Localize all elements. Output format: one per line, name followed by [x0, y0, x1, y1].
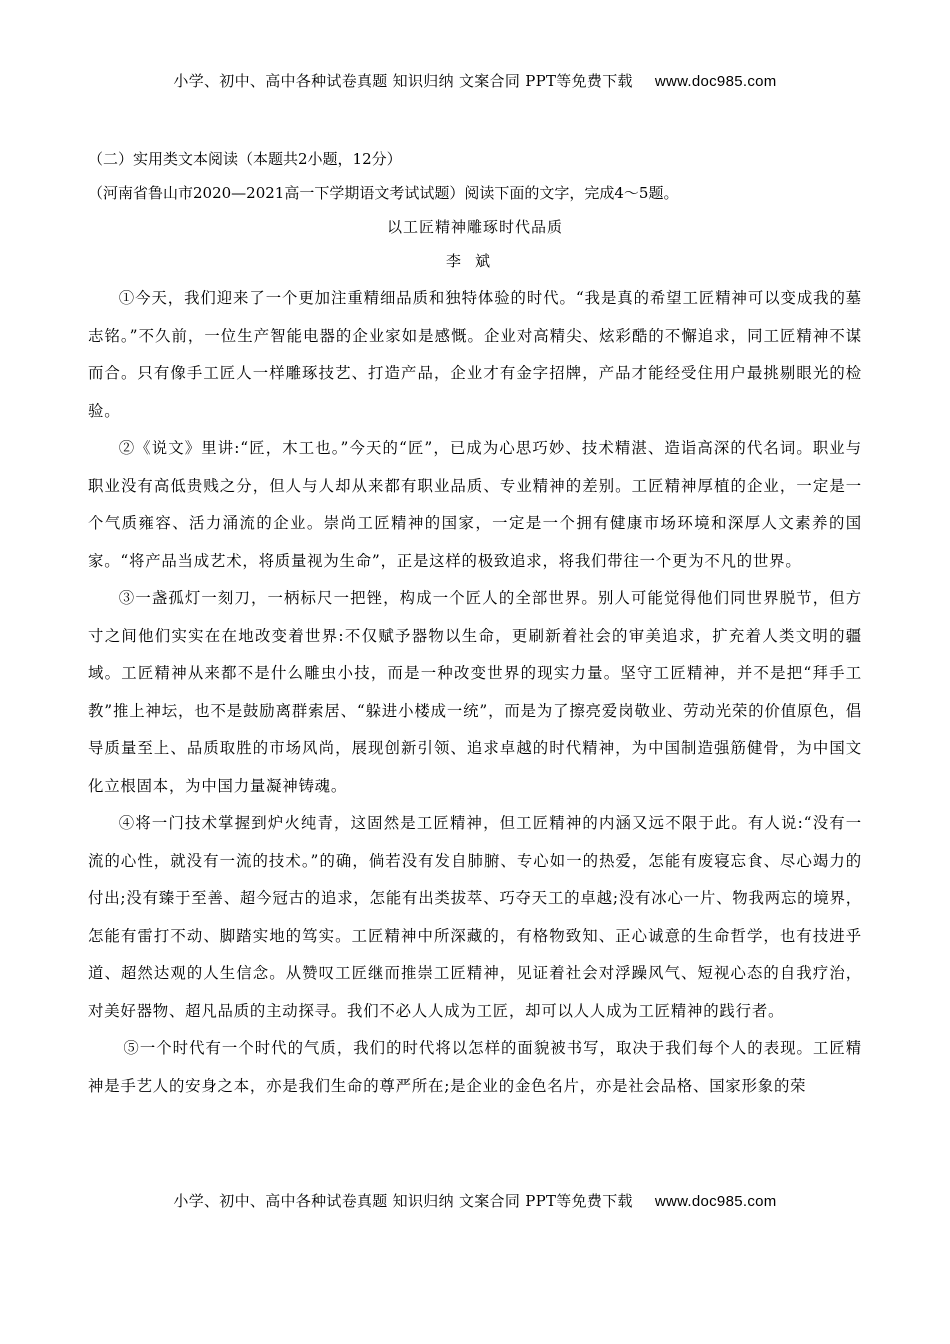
section-source: （河南省鲁山市2020—2021高一下学期语文考试试题）阅读下面的文字，完成4～5题。 [88, 184, 679, 202]
footer-banner-site[interactable]: www.doc985.com [654, 1193, 777, 1210]
article-title: 以工匠精神雕琢时代品质 [386, 218, 563, 236]
paragraph-1: ①今天，我们迎来了一个更加注重精细品质和独特体验的时代。“我是真的希望工匠精神可以变成我的墓志铭。”不久前，一位生产智能电器的企业家如是感慨。企业对高精尖、炫彩酷的不懈追求，同工匠精神不谋而合。只有像手工匠人一样雕琢技艺、打造产品，企业才有金字招牌，产品才能经受住用户最挑剔眼光的检验。 [88, 289, 862, 420]
header-banner-text: 小学、初中、高中各种试卷真题 知识归纳 文案合同 PPT等免费下载 [173, 72, 633, 90]
header-banner-site[interactable]: www.doc985.com [654, 73, 777, 90]
paragraph-3: ③一盏孤灯一刻刀，一柄标尺一把锉，构成一个匠人的全部世界。别人可能觉得他们同世界脱节，但方寸之间他们实实在在地改变着世界:不仅赋予器物以生命，更刷新着社会的审美追求，扩充着人类文明的疆域。工匠精神从来都不是什么雕虫小技，而是一种改变世界的现实力量。坚守工匠精神，并不是把“拜手工教”推上神坛，也不是鼓励离群索居、“躲进小楼成一统”，而是为了擦亮爱岗敬业、劳动光荣的价值原色，倡导质量至上、品质取胜的市场风尚，展现创新引领、追求卓越的时代精神，为中国制造强筋健骨，为中国文化立根固本，为中国力量凝神铸魂。 [88, 589, 862, 795]
section-title: （二）实用类文本阅读（本题共2小题，12分） [88, 150, 402, 168]
header-banner [0, 70, 950, 91]
footer-banner-text: 小学、初中、高中各种试卷真题 知识归纳 文案合同 PPT等免费下载 [173, 1192, 633, 1210]
article-author: 李斌 [445, 252, 504, 270]
paragraph-4: ④将一门技术掌握到炉火纯青，这固然是工匠精神，但工匠精神的内涵又远不限于此。有人说:“没有一流的心性，就没有一流的技术。”的确，倘若没有发自肺腑、专心如一的热爱，怎能有废寝忘食、尽心竭力的付出;没有臻于至善、超今冠古的追求，怎能有出类拔萃、巧夺天工的卓越;没有冰心一片、物我两忘的境界，怎能有雷打不动、脚踏实地的笃实。工匠精神中所深藏的，有格物致知、正心诚意的生命哲学，也有技进乎道、超然达观的人生信念。从赞叹工匠继而推崇工匠精神，见证着社会对浮躁风气、短视心态的自我疗治，对美好器物、超凡品质的主动探寻。我们不必人人成为工匠，却可以人人成为工匠精神的践行者。 [88, 814, 862, 1020]
paragraph-2: ②《说文》里讲:“匠，木工也。”今天的“匠”，已成为心思巧妙、技术精湛、造诣高深的代名词。职业与职业没有高低贵贱之分，但人与人却从来都有职业品质、专业精神的差别。工匠精神厚植的企业，一定是一个气质雍容、活力涌流的企业。崇尚工匠精神的国家，一定是一个拥有健康市场环境和深厚人文素养的国家。“将产品当成艺术，将质量视为生命”，正是这样的极致追求，将我们带往一个更为不凡的世界。 [88, 439, 862, 570]
article-body [88, 280, 862, 1105]
paragraph-5: ⑤一个时代有一个时代的气质，我们的时代将以怎样的面貌被书写，取决于我们每个人的表现。工匠精神是手艺人的安身之本，亦是我们生命的尊严所在;是企业的金色名片，亦是社会品格、国家形象的荣 [88, 1039, 862, 1095]
footer-banner [0, 1190, 950, 1211]
